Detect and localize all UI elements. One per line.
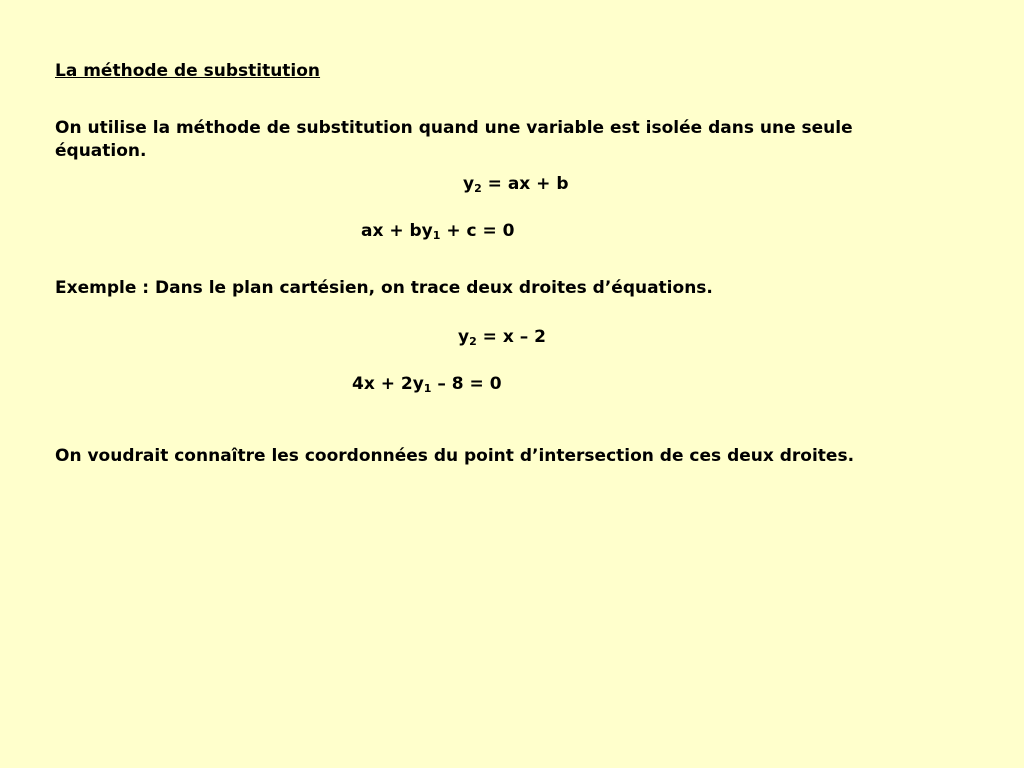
conclusion-paragraph: On voudrait connaître les coordonnées du point d’intersection de ces deux droites. xyxy=(55,446,855,466)
example-paragraph: Exemple : Dans le plan cartésien, on trace deux droites d’équations. xyxy=(55,278,713,298)
equation-variable: y xyxy=(458,327,470,347)
equation-right: + c = 0 xyxy=(440,221,515,241)
intro-paragraph: On utilise la méthode de substitution quand une variable est isolée dans une seule équation. xyxy=(55,118,853,161)
equation-y1-general xyxy=(361,220,515,242)
equation-subscript: 1 xyxy=(432,229,441,242)
equation-rest: = x – 2 xyxy=(476,327,546,347)
equation-right: – 8 = 0 xyxy=(431,374,502,394)
equation-subscript: 2 xyxy=(474,182,482,195)
equation-subscript: 2 xyxy=(469,335,477,348)
equation-y2-example xyxy=(458,326,546,348)
equation-variable: y xyxy=(463,174,475,194)
equation-left: 4x + 2y xyxy=(352,374,424,394)
equation-y2-general xyxy=(463,173,569,195)
equation-left: ax + by xyxy=(361,221,433,241)
slide-title: La méthode de substitution xyxy=(55,61,321,81)
equation-subscript: 1 xyxy=(423,382,432,395)
equation-rest: = ax + b xyxy=(481,174,569,194)
equation-y1-example xyxy=(352,373,502,395)
